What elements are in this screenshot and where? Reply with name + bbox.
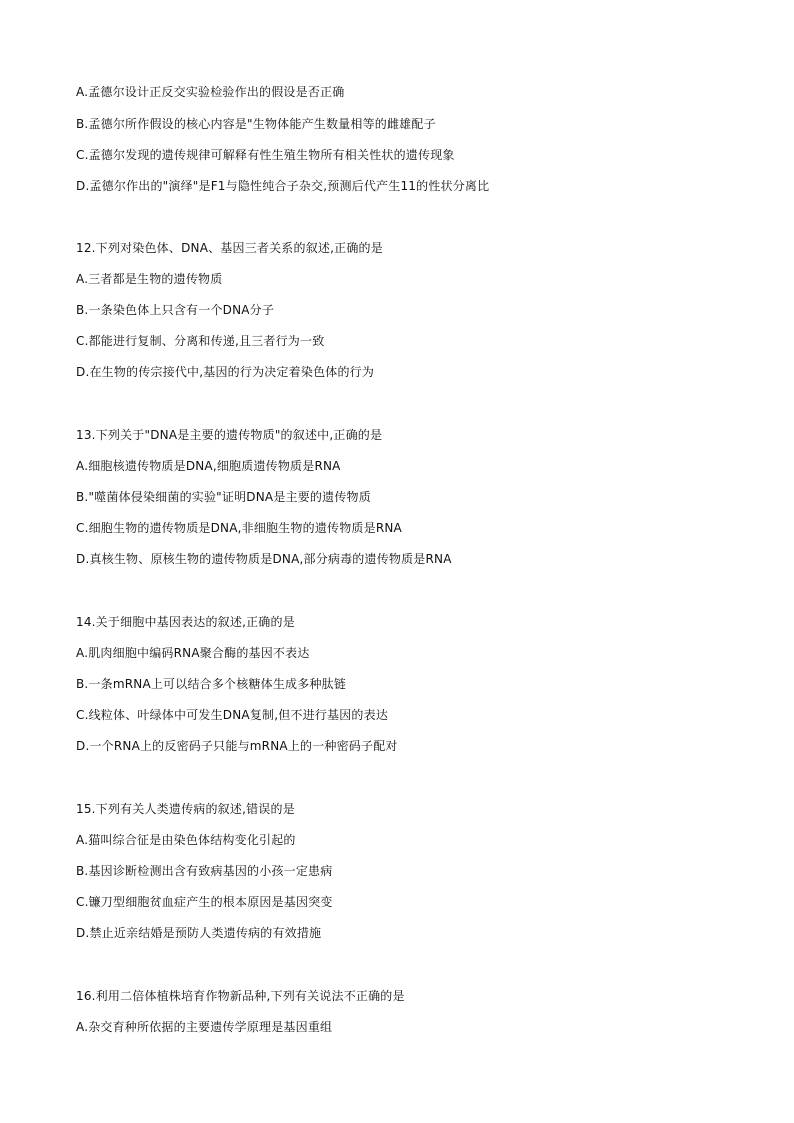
q12-option-c: C.都能进行复制、分离和传递,且三者行为一致 xyxy=(76,334,325,348)
q13-option-b: B."噬菌体侵染细菌的实验"证明DNA是主要的遗传物质 xyxy=(76,490,371,504)
q13-option-d: D.真核生物、原核生物的遗传物质是DNA,部分病毒的遗传物质是RNA xyxy=(76,552,452,566)
q12-option-b: B.一条染色体上只含有一个DNA分子 xyxy=(76,303,275,317)
q11-option-b: B.孟德尔所作假设的核心内容是"生物体能产生数量相等的雌雄配子 xyxy=(76,117,436,131)
q11-option-d: D.孟德尔作出的"演绎"是F1与隐性纯合子杂交,预测后代产生11的性状分离比 xyxy=(76,179,490,193)
q16-stem: 16.利用二倍体植株培育作物新品种,下列有关说法不正确的是 xyxy=(76,989,405,1003)
q15-option-c: C.镰刀型细胞贫血症产生的根本原因是基因突变 xyxy=(76,895,333,909)
q14-option-a: A.肌肉细胞中编码RNA聚合酶的基因不表达 xyxy=(76,646,310,660)
q15-option-a: A.猫叫综合征是由染色体结构变化引起的 xyxy=(76,833,296,847)
q13-stem: 13.下列关于"DNA是主要的遗传物质"的叙述中,正确的是 xyxy=(76,428,383,442)
q14-option-c: C.线粒体、叶绿体中可发生DNA复制,但不进行基因的表达 xyxy=(76,708,389,722)
q14-option-b: B.一条mRNA上可以结合多个核糖体生成多种肽链 xyxy=(76,677,347,691)
q13-option-a: A.细胞核遗传物质是DNA,细胞质遗传物质是RNA xyxy=(76,459,341,473)
q11-option-c: C.孟德尔发现的遗传规律可解释有性生殖生物所有相关性状的遗传现象 xyxy=(76,148,455,162)
q12-stem: 12.下列对染色体、DNA、基因三者关系的叙述,正确的是 xyxy=(76,241,383,255)
q11-option-a: A.孟德尔设计正反交实验检验作出的假设是否正确 xyxy=(76,85,345,99)
q14-option-d: D.一个RNA上的反密码子只能与mRNA上的一种密码子配对 xyxy=(76,739,398,753)
q15-option-b: B.基因诊断检测出含有致病基因的小孩一定患病 xyxy=(76,864,333,878)
q13-option-c: C.细胞生物的遗传物质是DNA,非细胞生物的遗传物质是RNA xyxy=(76,521,402,535)
q12-option-d: D.在生物的传宗接代中,基因的行为决定着染色体的行为 xyxy=(76,365,375,379)
q12-option-a: A.三者都是生物的遗传物质 xyxy=(76,272,223,286)
q16-option-a: A.杂交育种所依据的主要遗传学原理是基因重组 xyxy=(76,1020,333,1034)
q14-stem: 14.关于细胞中基因表达的叙述,正确的是 xyxy=(76,615,295,629)
q15-stem: 15.下列有关人类遗传病的叙述,错误的是 xyxy=(76,802,295,816)
q15-option-d: D.禁止近亲结婚是预防人类遗传病的有效措施 xyxy=(76,926,322,940)
